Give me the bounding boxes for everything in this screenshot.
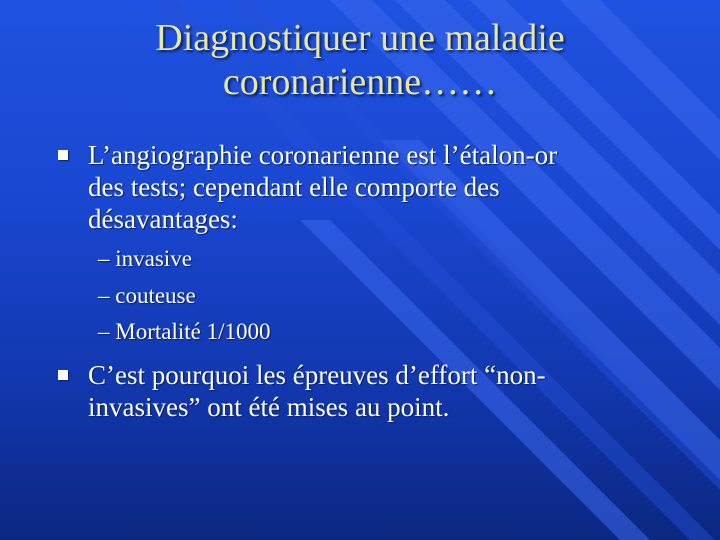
title-line-1: Diagnostiquer une maladie (155, 17, 565, 59)
slide-title (60, 16, 660, 104)
sub-bullet-invasive: – invasive (98, 246, 192, 271)
bullet-2-line-2: invasives” ont été mises au point. (88, 392, 450, 422)
bullet-1-line-2: des tests; cependant elle comporte des (88, 172, 500, 202)
bullet-2-text (88, 359, 546, 423)
sub-bullet-mortalite: – Mortalité 1/1000 (98, 319, 271, 344)
title-line-2: coronarienne…… (222, 61, 498, 103)
square-bullet-icon (58, 150, 68, 160)
bullet-1-line-3: désavantages: (88, 204, 238, 234)
bullet-1-text (88, 139, 557, 235)
square-bullet-icon (58, 370, 68, 380)
sub-bullet-couteuse: – couteuse (98, 283, 196, 308)
bullet-1-line-1: L’angiographie coronarienne est l’étalon-or (88, 140, 558, 170)
bullet-2-line-1: C’est pourquoi les épreuves d’effort “non- (88, 360, 546, 390)
